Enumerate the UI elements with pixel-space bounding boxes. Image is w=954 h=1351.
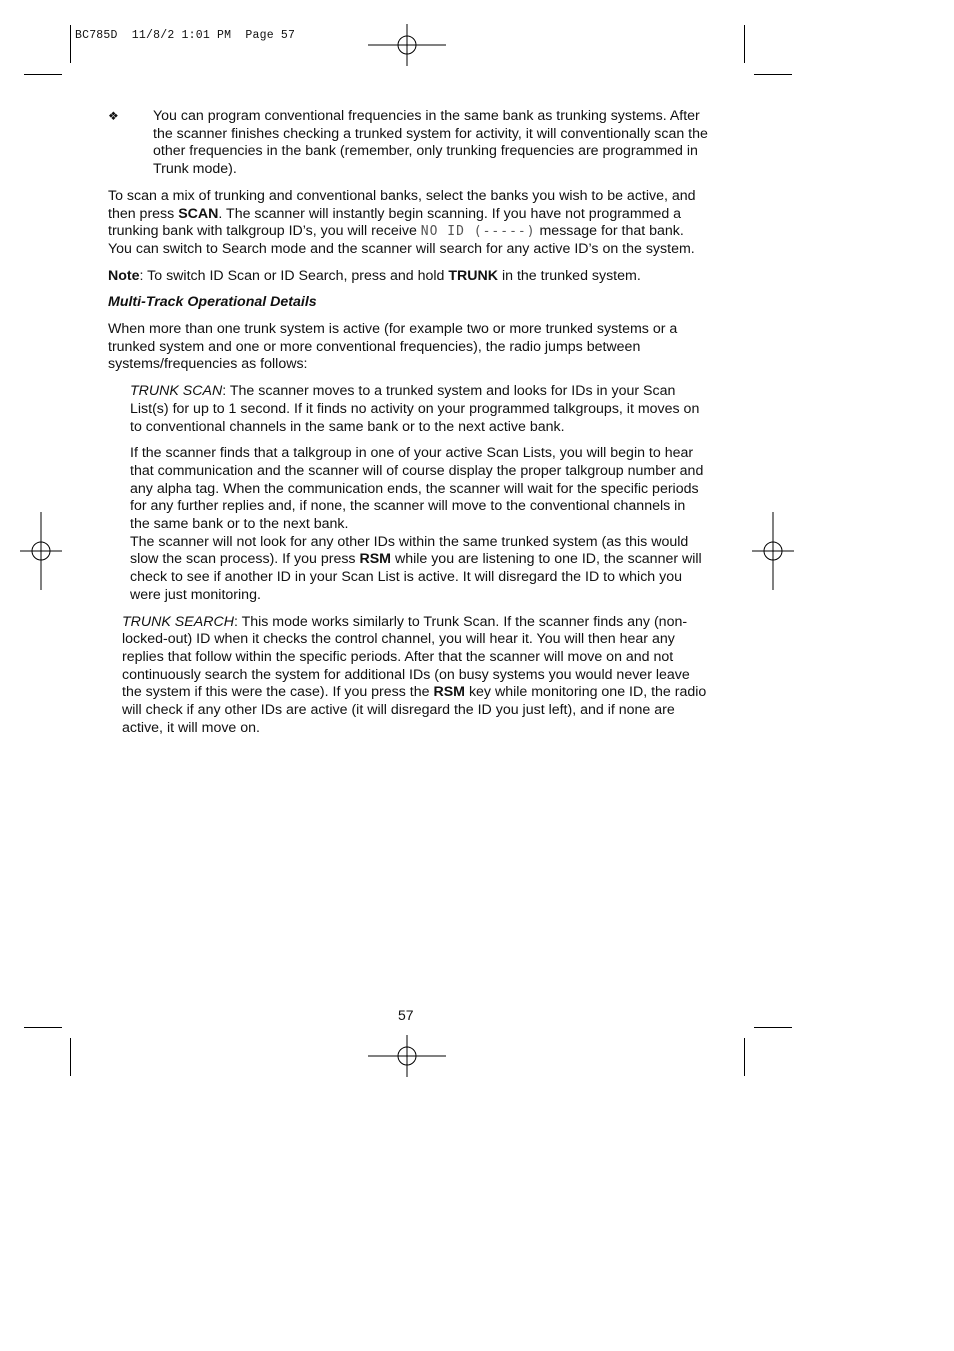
rsm-key-label: RSM (433, 684, 465, 701)
paragraph-multi-track: When more than one trunk system is active (for example two or more trunked systems or a trunked system and one or more conventional frequencies), the radio jumps between systems/frequencies as follows: (108, 321, 678, 373)
text-run: To scan a mix of trunking and conventional banks, select the banks you wish to be active, and then press (108, 187, 696, 222)
rsm-key-label: RSM (359, 551, 391, 568)
trunk-key-label: TRUNK (448, 267, 499, 284)
bullet-text: You can program conventional frequencies in the same bank as trunking systems. After the scanner finishes checking a trunked system for activity, it will conventionally scan the other frequencies in the bank (remember, only trunking frequencies are programmed in Trunk mode). (153, 108, 708, 178)
registration-mark-left (20, 512, 62, 590)
crop-mark-top-left-h (24, 74, 62, 75)
text-run: The scanner will not look for any other IDs within the same trunked system (as this would slow the scan process). If you press (130, 533, 689, 568)
trunk-search-term: TRUNK SEARCH (122, 613, 234, 630)
page-number: 57 (398, 1007, 414, 1023)
text-run: key while monitoring one ID, the radio will check if any other IDs are active (it will disregard the ID you just left), and if none are active, it will move on. (122, 684, 707, 736)
trunk-scan-detail-paragraph (130, 445, 708, 604)
trunk-search-paragraph (122, 614, 708, 738)
registration-mark-right (752, 512, 794, 590)
text-run: in the trunked system. (498, 267, 641, 284)
lcd-message: NO ID (-----) (420, 224, 536, 240)
text-run: : The scanner moves to a trunked system and looks for IDs in your Scan List(s) for up to 1 second. If it finds no activity on your programmed talkgroups, it moves on to conventional channels in the same bank or to the next active bank. (130, 383, 700, 435)
section-heading: Multi-Track Operational Details (108, 294, 317, 311)
text-run: message for that bank. You can switch to Search mode and the scanner will search for any active ID’s on the system. (108, 223, 695, 257)
text-run: If the scanner finds that a talkgroup in one of your active Scan Lists, you will begin to hear that communication and the scanner will of course display the proper talkgroup number and any alpha tag. When the communication ends, the scanner will wait for the specific periods for any further replies and, if none, the scanner will move to the conventional channels in the same bank or to the next bank. (130, 445, 704, 533)
paragraph-scan-mix (108, 188, 708, 259)
text-run: . The scanner will instantly begin scanning. If you have not programmed a trunking bank with talkgroup ID’s, you will receive (108, 205, 682, 240)
crop-mark-bottom-left-h (24, 1027, 62, 1028)
crop-mark-bottom-right-h (754, 1027, 792, 1028)
crop-mark-top-right-v (744, 25, 745, 63)
crop-mark-bottom-right-v (744, 1038, 745, 1076)
crop-mark-top-right-h (754, 74, 792, 75)
printer-slug: BC785D 11/8/2 1:01 PM Page 57 (75, 29, 296, 42)
registration-mark-top (368, 24, 446, 66)
crop-mark-top-left-v (70, 25, 71, 63)
note-paragraph (108, 268, 708, 286)
bullet-item (108, 108, 708, 179)
text-run: : This mode works similarly to Trunk Scan. If the scanner finds any (non-locked-out) ID when it checks the control channel, you will hear it. You will then hear any replies that follow within the specific periods. After that the scanner will move on and not continuously search the system for additional IDs (on busy systems you would never leave the system if this were the case). If you press the (122, 613, 690, 701)
page-body (108, 108, 708, 747)
trunk-scan-term: TRUNK SCAN (130, 383, 223, 400)
crop-mark-bottom-left-v (70, 1038, 71, 1076)
scan-key-label: SCAN (178, 205, 219, 222)
registration-mark-bottom (368, 1035, 446, 1077)
text-run: : To switch ID Scan or ID Search, press and hold (139, 267, 449, 284)
diamond-bullet-icon: ❖ (108, 109, 119, 123)
text-run: while you are listening to one ID, the scanner will check to see if another ID in your Scan List is active. It will disregard the ID to which you were just monitoring. (130, 551, 702, 603)
note-label: Note (108, 267, 140, 284)
trunk-scan-paragraph (130, 383, 708, 436)
